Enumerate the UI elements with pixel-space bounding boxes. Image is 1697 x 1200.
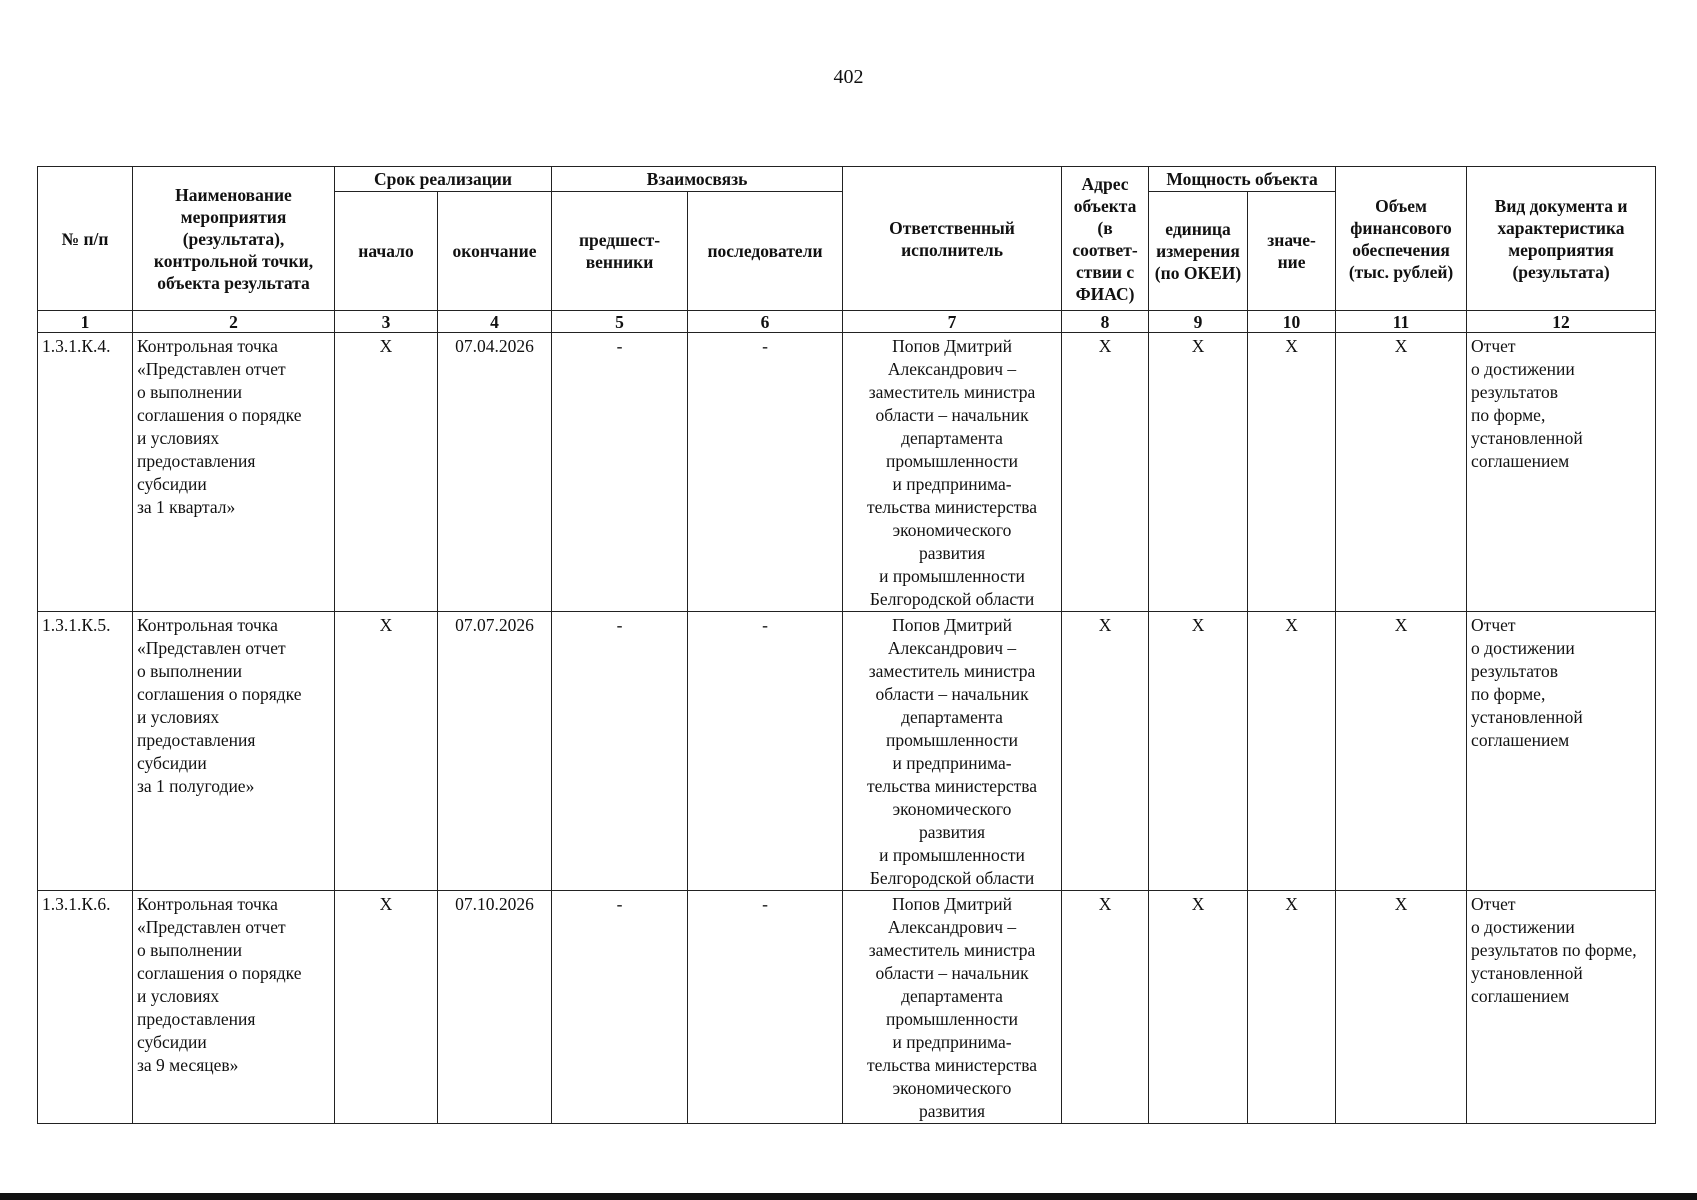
- row-responsible: Попов Дмитрий Александрович – заместитель министра области – начальник департамента промышленности и предпринима- тельства министерства экономического развития и промышленности Белгородской области: [843, 612, 1062, 891]
- row-address: X: [1062, 891, 1149, 1124]
- row-end: 07.07.2026: [438, 612, 552, 891]
- column-number: 5: [552, 311, 688, 333]
- page-number: 402: [833, 66, 864, 88]
- row-num: 1.3.1.К.4.: [38, 333, 133, 612]
- column-number: 12: [1467, 311, 1656, 333]
- header-start: начало: [335, 192, 438, 311]
- column-number: 1: [38, 311, 133, 333]
- row-name: Контрольная точка «Представлен отчет о выполнении соглашения о порядке и условиях предоставления субсидии за 9 месяцев»: [133, 891, 335, 1124]
- table-row: [38, 612, 1656, 891]
- table-row: [38, 333, 1656, 612]
- row-predecessors: -: [552, 612, 688, 891]
- column-number: 9: [1149, 311, 1248, 333]
- row-doc-type: Отчет о достижении результатов по форме, установленной соглашением: [1467, 891, 1656, 1124]
- column-number: 8: [1062, 311, 1149, 333]
- row-value: X: [1248, 333, 1336, 612]
- row-name: Контрольная точка «Представлен отчет о выполнении соглашения о порядке и условиях предоставления субсидии за 1 полугодие»: [133, 612, 335, 891]
- header-responsible: Ответственный исполнитель: [843, 167, 1062, 311]
- row-successors: -: [688, 333, 843, 612]
- column-number: 10: [1248, 311, 1336, 333]
- table-row: [38, 891, 1656, 1124]
- scan-bottom-edge: [0, 1193, 1697, 1200]
- row-address: X: [1062, 333, 1149, 612]
- row-start: X: [335, 333, 438, 612]
- row-end: 07.04.2026: [438, 333, 552, 612]
- header-period-group: Срок реализации: [335, 167, 552, 192]
- header-successors: последователи: [688, 192, 843, 311]
- column-number: 11: [1336, 311, 1467, 333]
- row-value: X: [1248, 612, 1336, 891]
- row-unit: X: [1149, 891, 1248, 1124]
- row-address: X: [1062, 612, 1149, 891]
- column-number: 6: [688, 311, 843, 333]
- row-funding: X: [1336, 333, 1467, 612]
- header-name: Наименование мероприятия (результата), контрольной точки, объекта результата: [133, 167, 335, 311]
- header-doc-type: Вид документа и характеристика мероприятия (результата): [1467, 167, 1656, 311]
- row-num: 1.3.1.К.6.: [38, 891, 133, 1124]
- measures-table: [37, 166, 1656, 1124]
- column-number: 7: [843, 311, 1062, 333]
- header-link-group: Взаимосвязь: [552, 167, 843, 192]
- row-predecessors: -: [552, 891, 688, 1124]
- row-unit: X: [1149, 333, 1248, 612]
- row-unit: X: [1149, 612, 1248, 891]
- header-predecessors: предшест- венники: [552, 192, 688, 311]
- row-responsible: Попов Дмитрий Александрович – заместитель министра области – начальник департамента промышленности и предпринима- тельства министерства экономического развития и промышленности Белгородской области: [843, 333, 1062, 612]
- row-successors: -: [688, 612, 843, 891]
- column-number: 4: [438, 311, 552, 333]
- row-funding: X: [1336, 891, 1467, 1124]
- row-start: X: [335, 891, 438, 1124]
- column-numbers-row: [38, 311, 1656, 333]
- row-start: X: [335, 612, 438, 891]
- header-value: значе- ние: [1248, 192, 1336, 311]
- header-address: Адрес объекта (в соответ-ствии с ФИАС): [1062, 167, 1149, 311]
- row-num: 1.3.1.К.5.: [38, 612, 133, 891]
- header-row-top: [38, 167, 1656, 192]
- row-predecessors: -: [552, 333, 688, 612]
- column-number: 2: [133, 311, 335, 333]
- row-funding: X: [1336, 612, 1467, 891]
- row-end: 07.10.2026: [438, 891, 552, 1124]
- row-name: Контрольная точка «Представлен отчет о выполнении соглашения о порядке и условиях предоставления субсидии за 1 квартал»: [133, 333, 335, 612]
- header-capacity-group: Мощность объекта: [1149, 167, 1336, 192]
- row-value: X: [1248, 891, 1336, 1124]
- row-doc-type: Отчет о достижении результатов по форме, установленной соглашением: [1467, 333, 1656, 612]
- row-successors: -: [688, 891, 843, 1124]
- header-num: № п/п: [38, 167, 133, 311]
- row-doc-type: Отчет о достижении результатов по форме, установленной соглашением: [1467, 612, 1656, 891]
- header-unit: единица измерения (по ОКЕИ): [1149, 192, 1248, 311]
- header-funding: Объем финансового обеспечения (тыс. рублей): [1336, 167, 1467, 311]
- row-responsible: Попов Дмитрий Александрович – заместитель министра области – начальник департамента промышленности и предпринима- тельства министерства экономического развития: [843, 891, 1062, 1124]
- column-number: 3: [335, 311, 438, 333]
- header-end: окончание: [438, 192, 552, 311]
